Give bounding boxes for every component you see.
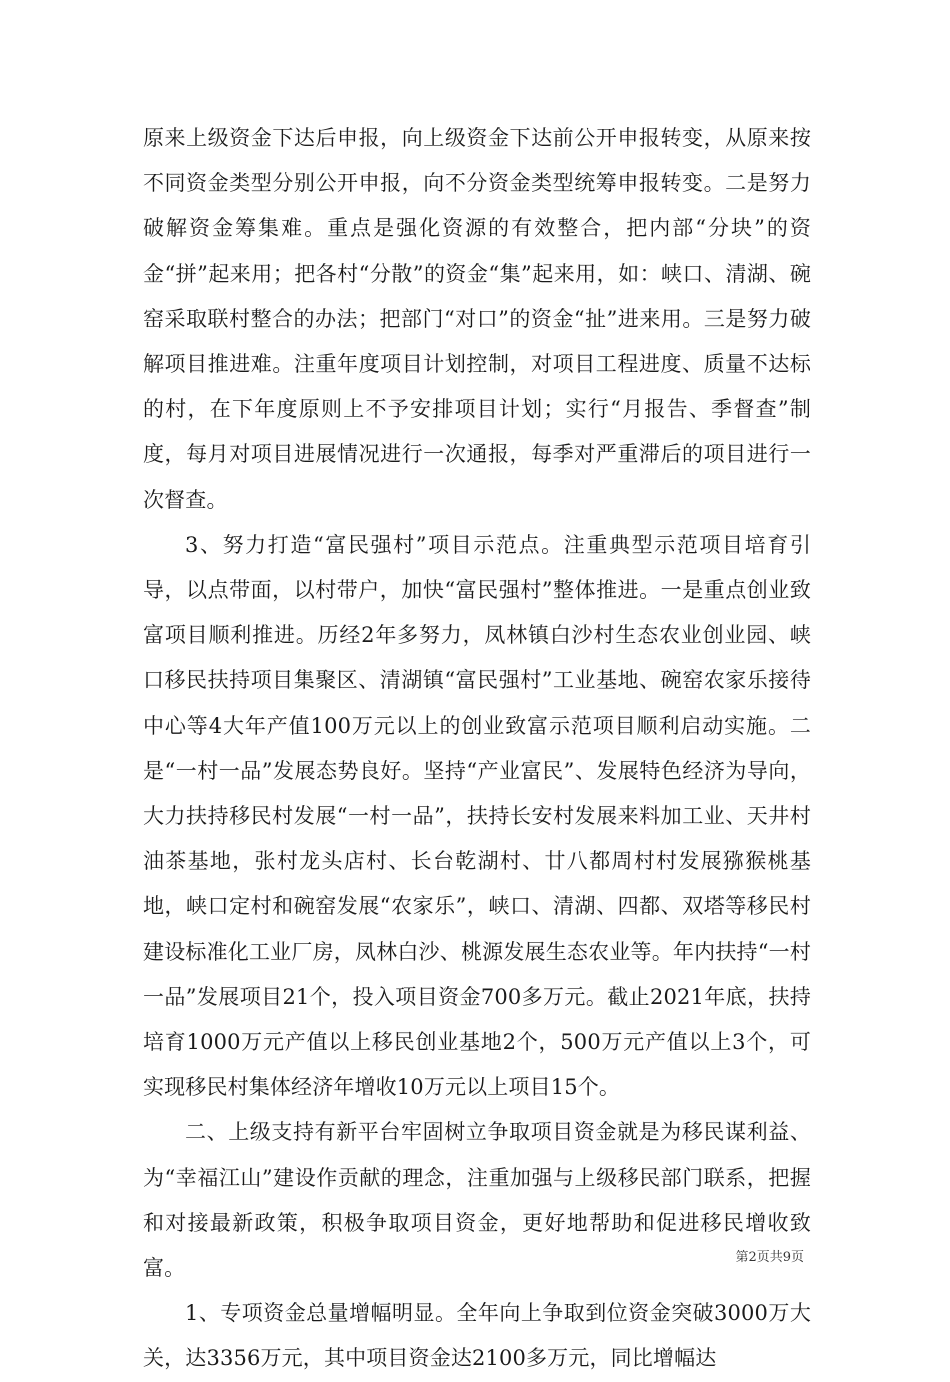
page-number-footer: 第2页共9页 [735, 1250, 804, 1265]
document-body [143, 116, 811, 1382]
paragraph-demonstration-sites: 3、努力打造“富民强村”项目示范点。注重典型示范项目培育引导，以点带面，以村带户，加快“富民强村”整体推进。一是重点创业致富项目顺利推进。历经2年多努力，凤林镇白沙村生态农业创业园、峡口移民扶持项目集聚区、清湖镇“富民强村”工业基地、碗窑农家乐接待中心等4大年产值100万元以上的创业致富示范项目顺利启动实施。二是“一村一品”发展态势良好。坚持“产业富民”、发展特色经济为导向，大力扶持移民村发展“一村一品”，扶持长安村发展来料加工业、天井村油茶基地，张村龙头店村、长台乾湖村、廿八都周村村发展猕猴桃基地，峡口定村和碗窑发展“农家乐”，峡口、清湖、四都、双塔等移民村建设标准化工业厂房，凤林白沙、桃源发展生态农业等。年内扶持“一村一品”发展项目21个，投入项目资金700多万元。截止2021年底，扶持培育1000万元产值以上移民创业基地2个，500万元产值以上3个，可实现移民村集体经济年增收10万元以上项目15个。 [143, 532, 811, 1100]
paragraph-special-funds: 1、专项资金总量增幅明显。全年向上争取到位资金突破3000万大关，达3356万元，其中项目资金达2100多万元，同比增幅达 [143, 1301, 811, 1371]
paragraph-continuation: 原来上级资金下达后申报，向上级资金下达前公开申报转变，从原来按不同资金类型分别公开申报，向不分资金类型统筹申报转变。二是努力破解资金筹集难。重点是强化资源的有效整合，把内部“分块”的资金“拼”起来用；把各村“分散”的资金“集”起来用，如：峡口、清湖、碗窑采取联村整合的办法；把部门“对口”的资金“扯”进来用。三是努力破解项目推进难。注重年度项目计划控制，对项目工程进度、质量不达标的村，在下年度原则上不予安排项目计划；实行“月报告、季督查”制度，每月对项目进展情况进行一次通报，每季对严重滞后的项目进行一次督查。 [143, 126, 811, 512]
paragraph-superior-support: 二、上级支持有新平台牢固树立争取项目资金就是为移民谋利益、为“幸福江山”建设作贡献的理念，注重加强与上级移民部门联系，把握和对接最新政策，积极争取项目资金，更好地帮助和促进移民增收致富。 [143, 1120, 811, 1281]
